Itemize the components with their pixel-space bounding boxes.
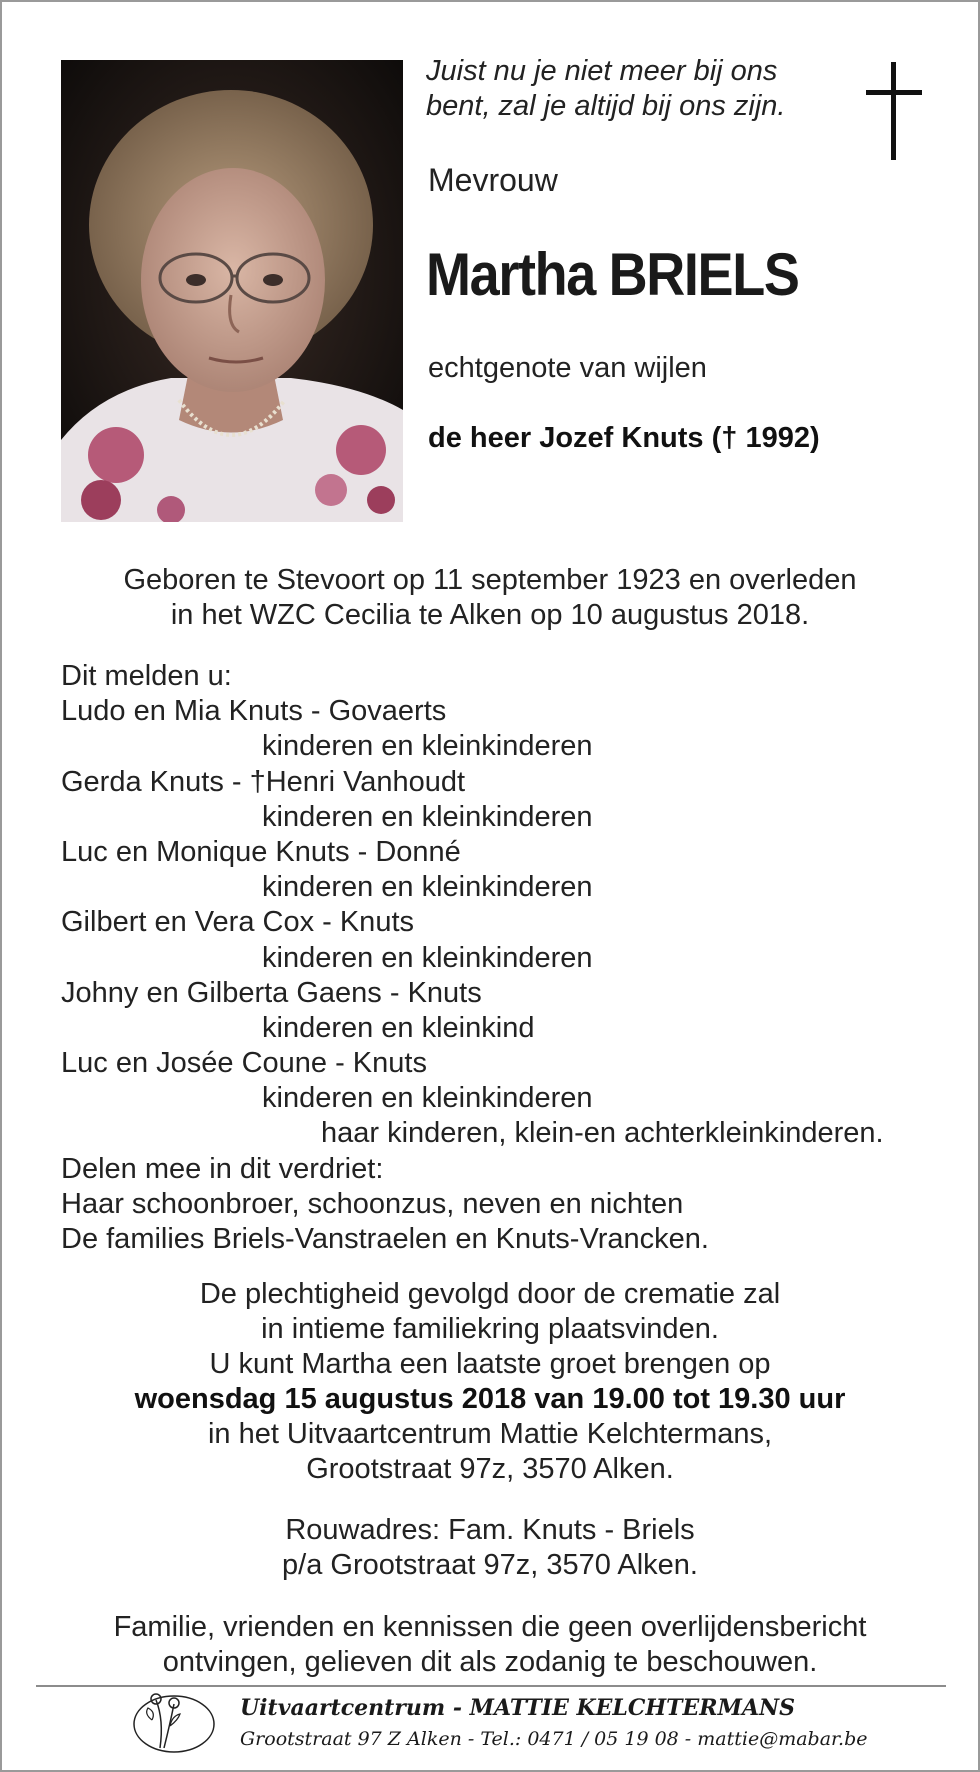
- birth-death-line-1: Geboren te Stevoort op 11 september 1923 en overleden: [123, 564, 857, 596]
- mourning-address-line-1: Rouwadres: Fam. Knuts - Briels: [285, 1514, 695, 1546]
- ceremony-date: woensdag 15 augustus 2018 van 19.00 tot 19.30 uur: [134, 1383, 846, 1415]
- mourning-address-line-2: p/a Grootstraat 97z, 3570 Alken.: [282, 1549, 698, 1581]
- announcers-intro: Dit melden u:: [61, 660, 232, 692]
- notice-line-2: ontvingen, gelieven dit als zodanig te beschouwen.: [162, 1646, 818, 1678]
- portrait-photo: [61, 60, 403, 522]
- birth-death-info: [42, 563, 938, 633]
- birth-death-line-2: in het WZC Cecilia te Alken op 10 augustus 2018.: [170, 599, 810, 631]
- cross-icon: [866, 62, 922, 160]
- family-name: Gerda Knuts - †Henri Vanhoudt: [61, 765, 466, 798]
- footer-divider: [36, 1685, 946, 1687]
- share-line-1: Haar schoonbroer, schoonzus, neven en nichten: [61, 1187, 684, 1220]
- family-name: Luc en Monique Knuts - Donné: [61, 835, 461, 868]
- spouse-label: echtgenote van wijlen: [428, 352, 707, 384]
- family-sub: kinderen en kleinkinderen: [262, 871, 593, 904]
- ceremony-info: [42, 1277, 938, 1487]
- announcers-list: [61, 659, 941, 1257]
- family-sub: kinderen en kleinkinderen: [262, 730, 593, 763]
- share-intro: Delen mee in dit verdriet:: [61, 1152, 384, 1185]
- flower-logo-icon: [130, 1690, 218, 1754]
- quote-line-2: bent, zal je altijd bij ons zijn.: [426, 90, 786, 122]
- ceremony-line-2: in intieme familiekring plaatsvinden.: [261, 1313, 719, 1345]
- notice: [42, 1610, 938, 1680]
- family-sub: kinderen en kleinkind: [262, 1011, 535, 1044]
- funeral-home-address: Grootstraat 97 Z Alken - Tel.: 0471 / 05 19 08 - mattie@mabar.be: [240, 1728, 868, 1750]
- family-name: Ludo en Mia Knuts - Govaerts: [61, 695, 447, 728]
- deceased-name: Martha BRIELS: [426, 241, 799, 308]
- family-sub: kinderen en kleinkinderen: [262, 941, 593, 974]
- quote-line-1: Juist nu je niet meer bij ons: [426, 55, 778, 87]
- ceremony-line-6: Grootstraat 97z, 3570 Alken.: [306, 1453, 674, 1485]
- ceremony-line-1: De plechtigheid gevolgd door de crematie zal: [199, 1278, 781, 1310]
- ceremony-line-3: U kunt Martha een laatste groet brengen op: [209, 1348, 771, 1380]
- share-line-2: De families Briels-Vanstraelen en Knuts-Vrancken.: [61, 1223, 709, 1255]
- notice-line-1: Familie, vrienden en kennissen die geen overlijdensbericht: [113, 1611, 867, 1643]
- salutation: Mevrouw: [428, 162, 558, 198]
- memorial-quote: [426, 54, 846, 124]
- family-name: Gilbert en Vera Cox - Knuts: [61, 906, 414, 939]
- spouse-name: de heer Jozef Knuts († 1992): [428, 422, 820, 454]
- family-name: Luc en Josée Coune - Knuts: [61, 1047, 427, 1080]
- mourning-address: [42, 1513, 938, 1583]
- family-name: Johny en Gilberta Gaens - Knuts: [61, 976, 482, 1009]
- family-sub: kinderen en kleinkinderen: [262, 1082, 593, 1115]
- family-sub: kinderen en kleinkinderen: [262, 800, 593, 833]
- announcers-closing: haar kinderen, klein-en achterkleinkinderen.: [321, 1117, 884, 1150]
- ceremony-line-5: in het Uitvaartcentrum Mattie Kelchtermans,: [207, 1418, 773, 1450]
- funeral-home-name: Uitvaartcentrum - MATTIE KELCHTERMANS: [240, 1695, 796, 1721]
